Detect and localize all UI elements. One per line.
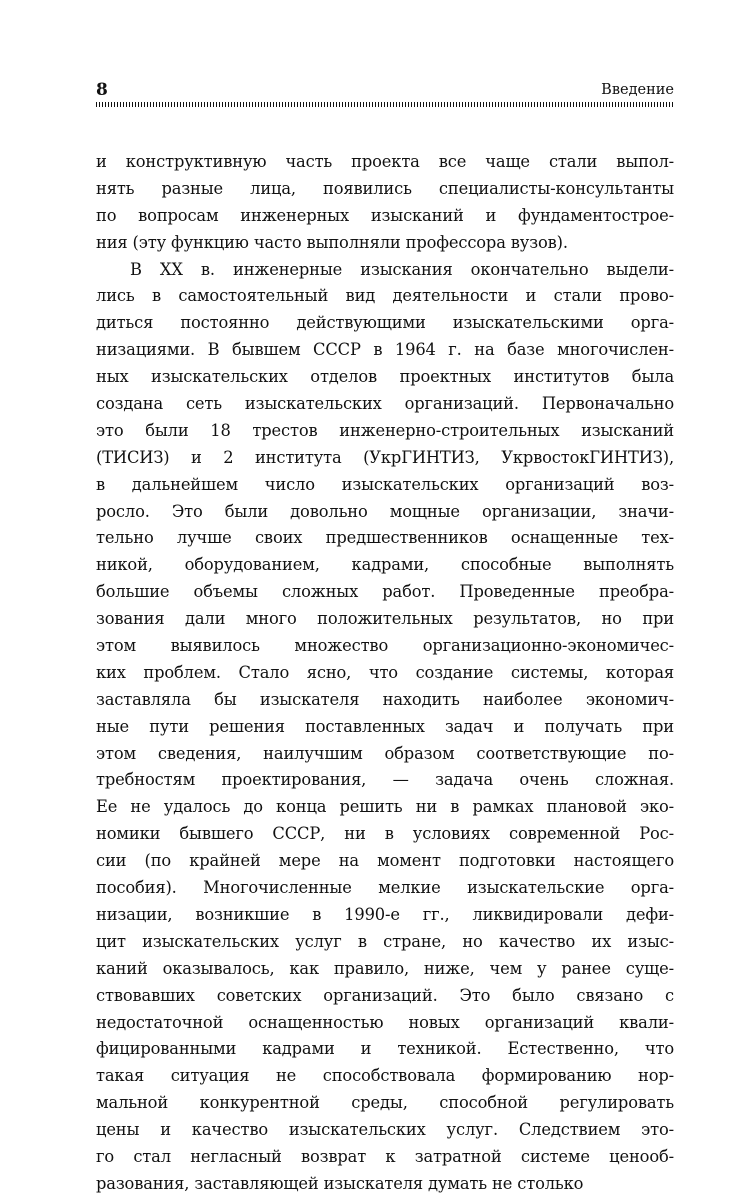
text-line: нять разные лица, появились специалисты-консультанты xyxy=(96,178,674,198)
text-line: фицированными кадрами и техникой. Естественно, что xyxy=(96,1039,674,1059)
running-head: Введение xyxy=(601,82,674,98)
text-line: пособия). Многочисленные мелкие изыскательские орга- xyxy=(96,878,674,898)
text-line: низациями. В бывшем СССР в 1964 г. на базе многочислен- xyxy=(96,340,674,360)
text-line: ных изыскательских отделов проектных институтов была xyxy=(96,367,674,387)
text-line: диться постоянно действующими изыскательскими орга- xyxy=(96,313,674,333)
text-line: ные пути решения поставленных задач и получать при xyxy=(96,716,674,736)
text-line: разования, заставляющей изыскателя думать не столько xyxy=(96,1173,584,1193)
text-line: лись в самостоятельный вид деятельности и стали прово- xyxy=(96,286,674,306)
text-line: по вопросам инженерных изысканий и фундаментострое- xyxy=(96,205,674,225)
text-line: ствовавших советских организаций. Это было связано с xyxy=(96,985,674,1005)
text-line: создана сеть изыскательских организаций. Первоначально xyxy=(96,394,674,414)
page-header xyxy=(96,78,674,100)
text-line: этом сведения, наилучшим образом соответствующие по- xyxy=(96,743,674,763)
text-line: никой, оборудованием, кадрами, способные выполнять xyxy=(96,555,674,575)
text-line: тельно лучше своих предшественников оснащенные тех- xyxy=(96,528,674,548)
text-line: мальной конкурентной среды, способной регулировать xyxy=(96,1093,674,1113)
text-line: требностям проектирования, — задача очень сложная. xyxy=(96,770,674,790)
text-line: такая ситуация не способствовала формированию нор- xyxy=(96,1066,674,1086)
text-line: (ТИСИЗ) и 2 института (УкрГИНТИЗ, УкрвостокГИНТИЗ), xyxy=(96,447,674,467)
book-page xyxy=(96,78,674,1198)
text-line: сии (по крайней мере на момент подготовки настоящего xyxy=(96,851,674,871)
text-line: Ее не удалось до конца решить ни в рамках плановой эко- xyxy=(96,797,674,817)
header-dotted-rule xyxy=(96,102,674,107)
page-number: 8 xyxy=(96,80,108,100)
paragraphs xyxy=(96,149,674,1198)
body-text xyxy=(96,149,674,1198)
text-line: го стал негласный возврат к затратной системе ценооб- xyxy=(96,1146,674,1166)
text-line: и конструктивную часть проекта все чаще стали выпол- xyxy=(96,152,674,171)
text-line: большие объемы сложных работ. Проведенные преобра- xyxy=(96,582,674,602)
text-line: это были 18 трестов инженерно-строительных изысканий xyxy=(96,420,674,440)
text-line: ких проблем. Стало ясно, что создание системы, которая xyxy=(96,662,674,682)
text-line: каний оказывалось, как правило, ниже, чем у ранее суще- xyxy=(96,958,674,978)
text-line: заставляла бы изыскателя находить наиболее экономич- xyxy=(96,689,674,709)
text-line: номики бывшего СССР, ни в условиях современной Рос- xyxy=(96,824,674,844)
text-line: цит изыскательских услуг в стране, но качество их изыс- xyxy=(96,931,674,951)
paragraph xyxy=(96,149,674,257)
text-line: низации, возникшие в 1990-е гг., ликвидировали дефи- xyxy=(96,904,674,924)
text-line: недостаточной оснащенностью новых организаций квали- xyxy=(96,1012,674,1032)
text-line: цены и качество изыскательских услуг. Следствием это- xyxy=(96,1120,674,1140)
text-line: этом выявилось множество организационно-экономичес- xyxy=(96,636,674,656)
text-line: зования дали много положительных результатов, но при xyxy=(96,609,674,629)
text-line: В XX в. инженерные изыскания окончательно выдели- xyxy=(130,259,674,279)
paragraph xyxy=(96,257,674,1198)
text-line: росло. Это были довольно мощные организации, значи- xyxy=(96,501,674,521)
text-line: ния (эту функцию часто выполняли профессора вузов). xyxy=(96,232,568,252)
text-line: в дальнейшем число изыскательских организаций воз- xyxy=(96,474,674,494)
